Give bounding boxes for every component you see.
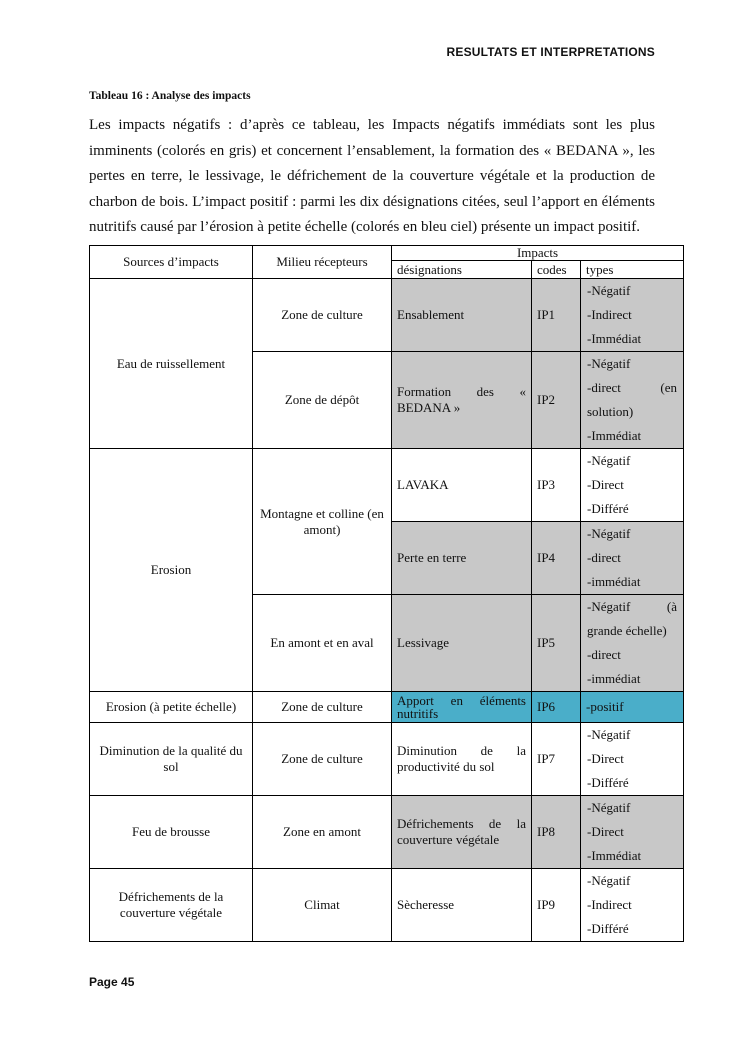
header-sources: Sources d’impacts xyxy=(90,246,253,279)
type-line: -Immédiat xyxy=(587,331,642,346)
type-line: -Immédiat xyxy=(587,428,642,443)
type-line: -Direct xyxy=(587,824,624,839)
type-line: -Négatif xyxy=(587,283,631,298)
designation-cell: Formation des « BEDANA » xyxy=(392,352,532,449)
table-row xyxy=(90,796,684,869)
source-cell: Erosion xyxy=(90,449,253,692)
code-cell: IP6 xyxy=(532,692,581,723)
header-codes: codes xyxy=(532,261,581,279)
milieu-cell: Climat xyxy=(253,869,392,942)
types-cell xyxy=(581,522,684,595)
page-number: Page 45 xyxy=(89,975,135,989)
type-line: -Négatif xyxy=(587,800,631,815)
designation-cell: Lessivage xyxy=(392,595,532,692)
table-header-row xyxy=(90,246,684,261)
type-line: -immédiat xyxy=(587,671,641,686)
types-cell xyxy=(581,595,684,692)
type-line: -Direct xyxy=(587,751,624,766)
milieu-cell: Zone de dépôt xyxy=(253,352,392,449)
code-cell: IP9 xyxy=(532,869,581,942)
milieu-cell: En amont et en aval xyxy=(253,595,392,692)
source-cell: Défrichements de la couverture végétale xyxy=(90,869,253,942)
types-cell xyxy=(581,352,684,449)
type-line: -direct xyxy=(587,647,621,662)
code-cell: IP8 xyxy=(532,796,581,869)
table-row xyxy=(90,279,684,352)
table-row xyxy=(90,449,684,522)
types-cell xyxy=(581,723,684,796)
type-line: -Indirect xyxy=(587,307,632,322)
type-line: -direct xyxy=(587,550,621,565)
intro-paragraph: Les impacts négatifs : d’après ce tableau, les Impacts négatifs immédiats sont les plus imminents (colorés en gris) et concernent l’ensablement, la formation des « BEDANA », les pertes en terre, le lessivage, le défrichement de la couverture végétale et la production de charbon de bois. L’impact positif : parmi les dix désignations citées, seul l’apport en éléments nutritifs causé par l’érosion à petite échelle (colorés en bleu ciel) présente un impact positif. xyxy=(89,117,655,235)
table-row xyxy=(90,723,684,796)
designation-cell: Perte en terre xyxy=(392,522,532,595)
header-impacts: Impacts xyxy=(392,246,684,261)
designation-cell: Sècheresse xyxy=(392,869,532,942)
designation-cell: Ensablement xyxy=(392,279,532,352)
type-line: -Direct xyxy=(587,477,624,492)
code-cell: IP4 xyxy=(532,522,581,595)
type-line: -Négatif xyxy=(587,526,631,541)
code-cell: IP3 xyxy=(532,449,581,522)
type-line: -Immédiat xyxy=(587,848,642,863)
designation-cell: LAVAKA xyxy=(392,449,532,522)
milieu-cell: Zone de culture xyxy=(253,723,392,796)
running-header: RESULTATS ET INTERPRETATIONS xyxy=(446,45,655,59)
types-cell xyxy=(581,279,684,352)
types-cell xyxy=(581,449,684,522)
header-milieu: Milieu récepteurs xyxy=(253,246,392,279)
code-cell: IP1 xyxy=(532,279,581,352)
type-line: -Négatif (à xyxy=(587,599,678,614)
type-line: -Différé xyxy=(587,501,629,516)
type-line: solution) xyxy=(587,404,634,419)
milieu-cell: Zone de culture xyxy=(253,279,392,352)
code-cell: IP7 xyxy=(532,723,581,796)
source-cell: Diminution de la qualité du sol xyxy=(90,723,253,796)
milieu-cell: Zone en amont xyxy=(253,796,392,869)
source-cell: Feu de brousse xyxy=(90,796,253,869)
header-designations: désignations xyxy=(392,261,532,279)
designation-cell: Défrichements de la couverture végétale xyxy=(392,796,532,869)
type-line: -positif xyxy=(586,699,624,714)
type-line: -Indirect xyxy=(587,897,632,912)
table-caption: Tableau 16 : Analyse des impacts xyxy=(89,90,251,102)
type-line: -Négatif xyxy=(587,873,631,888)
type-line: -Différé xyxy=(587,775,629,790)
type-line: -Négatif xyxy=(587,356,631,371)
type-line: -Négatif xyxy=(587,727,631,742)
designation-cell: Apport en éléments nutritifs xyxy=(392,692,532,723)
type-line: grande échelle) xyxy=(587,623,667,638)
type-line: -Négatif xyxy=(587,453,631,468)
code-cell: IP2 xyxy=(532,352,581,449)
source-cell: Erosion (à petite échelle) xyxy=(90,692,253,723)
code-cell: IP5 xyxy=(532,595,581,692)
types-cell xyxy=(581,692,684,723)
table-row xyxy=(90,692,684,723)
impacts-table xyxy=(89,245,684,942)
type-line: -direct (en xyxy=(587,380,678,395)
type-line: -immédiat xyxy=(587,574,641,589)
milieu-cell: Zone de culture xyxy=(253,692,392,723)
types-cell xyxy=(581,796,684,869)
table-row xyxy=(90,869,684,942)
header-types: types xyxy=(581,261,684,279)
source-cell: Eau de ruissellement xyxy=(90,279,253,449)
types-cell xyxy=(581,869,684,942)
milieu-cell: Montagne et colline (en amont) xyxy=(253,449,392,595)
type-line: -Différé xyxy=(587,921,629,936)
designation-cell: Diminution de la productivité du sol xyxy=(392,723,532,796)
